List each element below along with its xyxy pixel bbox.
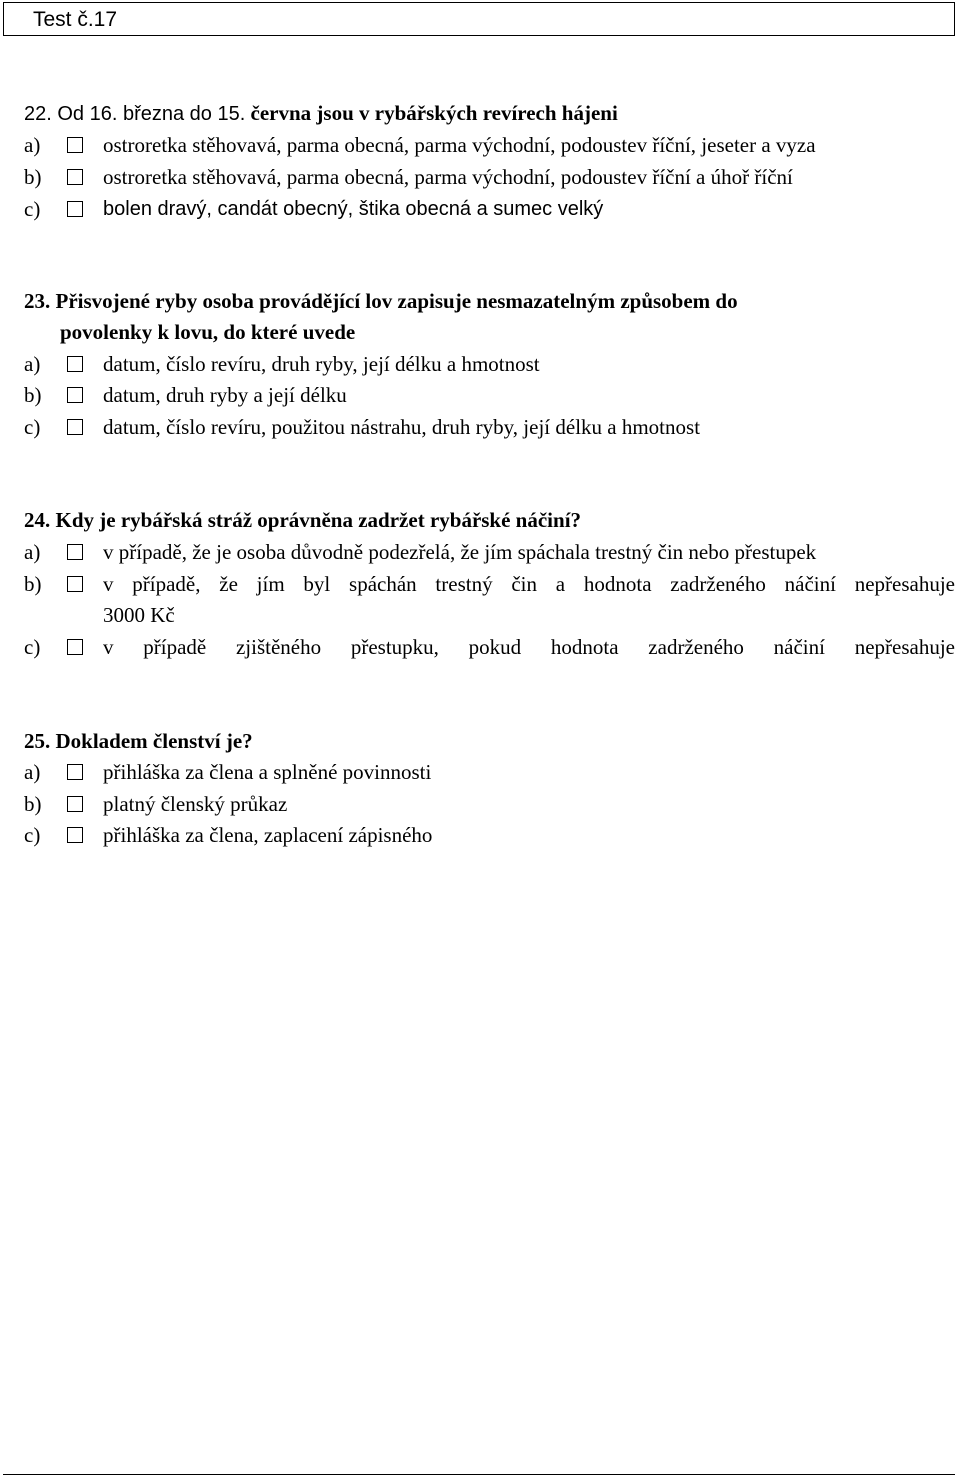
page-header bbox=[3, 2, 955, 36]
option-letter: c) bbox=[24, 197, 41, 221]
option-letter: a) bbox=[24, 540, 41, 564]
question-22-heading-rest: června jsou v rybářských revírech hájeni bbox=[245, 101, 618, 125]
option-text: přihláška za člena a splněné povinnosti bbox=[103, 760, 432, 784]
question-24-option-b-continuation bbox=[24, 602, 956, 628]
option-text-continuation: 3000 Kč bbox=[103, 603, 175, 627]
answer-checkbox[interactable] bbox=[67, 827, 83, 843]
question-24-option-a bbox=[24, 539, 956, 565]
question-22-option-c bbox=[24, 196, 956, 222]
option-letter: a) bbox=[24, 352, 41, 376]
page-title: Test č.17 bbox=[33, 8, 118, 31]
question-23-option-a bbox=[24, 351, 956, 377]
question-24-option-b bbox=[24, 571, 956, 597]
question-22-heading-prefix: 22. Od 16. března do 15. bbox=[24, 103, 246, 125]
option-letter: c) bbox=[24, 415, 41, 439]
option-letter: b) bbox=[24, 165, 42, 189]
option-letter: c) bbox=[24, 635, 41, 659]
answer-checkbox[interactable] bbox=[67, 387, 83, 403]
question-25-option-c bbox=[24, 822, 956, 848]
question-23-option-b bbox=[24, 382, 956, 408]
option-letter: a) bbox=[24, 760, 41, 784]
option-letter: b) bbox=[24, 383, 42, 407]
option-letter: b) bbox=[24, 792, 42, 816]
option-text: ostroretka stěhovavá, parma obecná, parma východní, podoustev říční a úhoř říční bbox=[103, 165, 793, 189]
question-22-option-b bbox=[24, 164, 956, 190]
option-letter: c) bbox=[24, 823, 41, 847]
answer-checkbox[interactable] bbox=[67, 137, 83, 153]
question-25-option-b bbox=[24, 791, 956, 817]
answer-checkbox[interactable] bbox=[67, 544, 83, 560]
question-22-option-a bbox=[24, 132, 956, 158]
footer-divider bbox=[3, 1474, 955, 1475]
option-letter: b) bbox=[24, 572, 42, 596]
option-text: datum, druh ryby a její délku bbox=[103, 383, 347, 407]
question-25-option-a bbox=[24, 759, 956, 785]
question-25-heading: 25. Dokladem členství je? bbox=[24, 729, 253, 753]
answer-checkbox[interactable] bbox=[67, 169, 83, 185]
answer-checkbox[interactable] bbox=[67, 201, 83, 217]
option-text: datum, číslo revíru, použitou nástrahu, druh ryby, její délku a hmotnost bbox=[103, 415, 701, 439]
question-23-heading: 23. Přisvojené ryby osoba provádějící lov zapisuje nesmazatelným způsobem do bbox=[24, 289, 738, 313]
option-text: ostroretka stěhovavá, parma obecná, parma východní, podoustev říční, jeseter a vyza bbox=[103, 133, 816, 157]
question-24-option-c bbox=[24, 634, 956, 660]
option-text: datum, číslo revíru, druh ryby, její délku a hmotnost bbox=[103, 352, 540, 376]
option-text: v případě, že je osoba důvodně podezřelá, že jím spáchala trestný čin nebo přestupek bbox=[103, 540, 817, 564]
question-23-heading-cont: povolenky k lovu, do které uvede bbox=[60, 320, 356, 344]
question-24-heading: 24. Kdy je rybářská stráž oprávněna zadržet rybářské náčiní? bbox=[24, 508, 582, 532]
question-23-option-c bbox=[24, 414, 956, 440]
option-text: v případě, že jím byl spáchán trestný čin a hodnota zadrženého náčiní nepřesahuje bbox=[103, 572, 955, 596]
answer-checkbox[interactable] bbox=[67, 576, 83, 592]
answer-checkbox[interactable] bbox=[67, 356, 83, 372]
question-22-heading bbox=[24, 100, 618, 127]
answer-checkbox[interactable] bbox=[67, 419, 83, 435]
option-text: bolen dravý, candát obecný, štika obecná a sumec velký bbox=[103, 198, 604, 220]
answer-checkbox[interactable] bbox=[67, 764, 83, 780]
option-letter: a) bbox=[24, 133, 41, 157]
answer-checkbox[interactable] bbox=[67, 639, 83, 655]
option-text: platný členský průkaz bbox=[103, 792, 288, 816]
answer-checkbox[interactable] bbox=[67, 796, 83, 812]
option-text: v případě zjištěného přestupku, pokud hodnota zadrženého náčiní nepřesahuje bbox=[103, 635, 955, 659]
option-text: přihláška za člena, zaplacení zápisného bbox=[103, 823, 433, 847]
